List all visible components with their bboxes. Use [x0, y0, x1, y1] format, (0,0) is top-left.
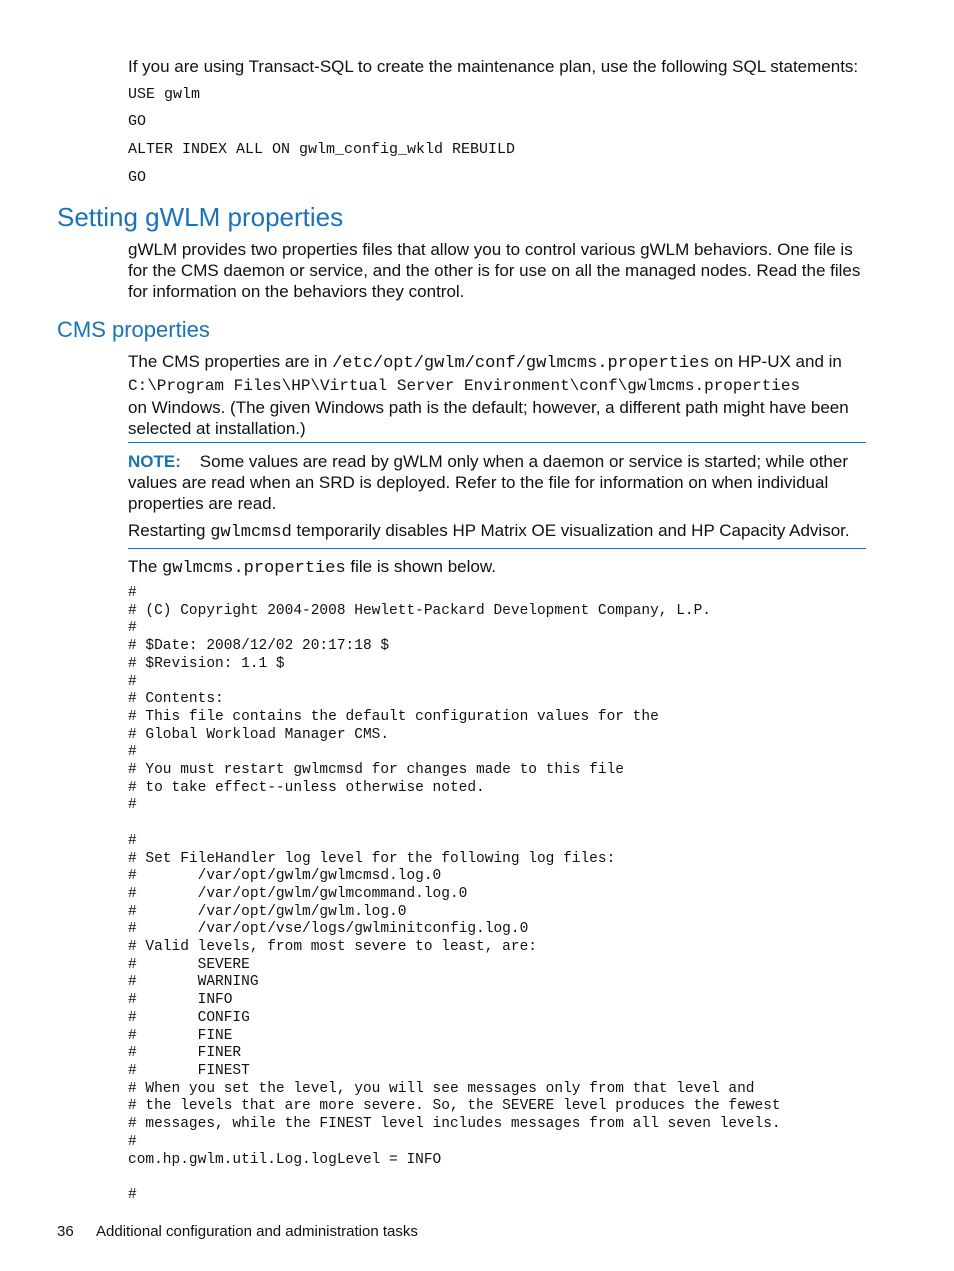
intro-text: If you are using Transact-SQL to create the maintenance plan, use the following SQL statements:	[128, 57, 859, 76]
section-title: Setting gWLM properties	[57, 202, 344, 232]
file-intro-b: file is shown below.	[345, 557, 496, 576]
note-label: NOTE:	[128, 452, 181, 471]
restart-command: gwlmcmsd	[210, 523, 292, 542]
file-name: gwlmcms.properties	[162, 559, 346, 578]
cms-text: on HP-UX and in	[709, 352, 842, 371]
restart-text-a: Restarting	[128, 521, 211, 540]
restart-text-b: temporarily disables HP Matrix OE visualization and HP Capacity Advisor.	[291, 521, 850, 540]
properties-listing: # # (C) Copyright 2004-2008 Hewlett-Packard Development Company, L.P. # # $Date: 2008/12/02 20:17:18 $ # $Revision: 1.1 $ # # Contents: # This file contains the default configuration values for the # Global Workload Manager CMS. # # You must restart gwlmcmsd for changes made to this file # to take effect--unless otherwise noted. # # # Set FileHandler log level for the following log files: # /var/opt/gwlm/gwlmcmsd.log.0 # /var/opt/gwlm/gwlmcommand.log.0 # /var/opt/gwlm/gwlm.log.0 # /var/opt/vse/logs/gwlminitconfig.log.0 # Valid levels, from most severe to least, are: # SEVERE # WARNING # INFO # CONFIG # FINE # FINER # FINEST # When you set the level, you will see messages only from that level and # the levels that are more severe. So, the SEVERE level produces the fewest # messages, while the FINEST level includes messages from all seven levels. # com.hp.gwlm.util.Log.logLevel = INFO #	[128, 585, 781, 1203]
restart-text	[128, 520, 873, 543]
note-top-rule	[128, 442, 866, 443]
section-paragraph: gWLM provides two properties files that allow you to control various gWLM behaviors. One file is for the CMS daemon or service, and the other is for use on all the managed nodes. Read the files for information on the behaviors they control.	[128, 240, 861, 301]
cms-text: The CMS properties are in	[128, 352, 333, 371]
sql-line: GO	[128, 169, 147, 186]
hpux-path: /etc/opt/gwlm/conf/gwlmcms.properties	[332, 354, 710, 373]
sql-line: USE gwlm	[128, 86, 201, 103]
sql-line: GO	[128, 113, 147, 130]
footer-chapter: Additional configuration and administration tasks	[96, 1223, 418, 1240]
windows-path: C:\Program Files\HP\Virtual Server Environment\conf\gwlmcms.properties	[128, 377, 801, 395]
note-bottom-rule	[128, 548, 866, 549]
note-text: Some values are read by gWLM only when a daemon or service is started; while other values are read when an SRD is deployed. Refer to the file for information on when individual properties are read.	[128, 452, 848, 513]
note-block	[128, 451, 863, 514]
file-intro	[128, 556, 496, 579]
cms-paragraph	[128, 351, 873, 439]
subsection-title: CMS properties	[57, 317, 210, 342]
cms-text: on Windows. (The given Windows path is the default; however, a different path might have been selected at installation.)	[128, 398, 849, 438]
file-intro-a: The	[128, 557, 163, 576]
sql-line: ALTER INDEX ALL ON gwlm_config_wkld REBUILD	[128, 141, 516, 158]
page-number: 36	[57, 1223, 74, 1240]
